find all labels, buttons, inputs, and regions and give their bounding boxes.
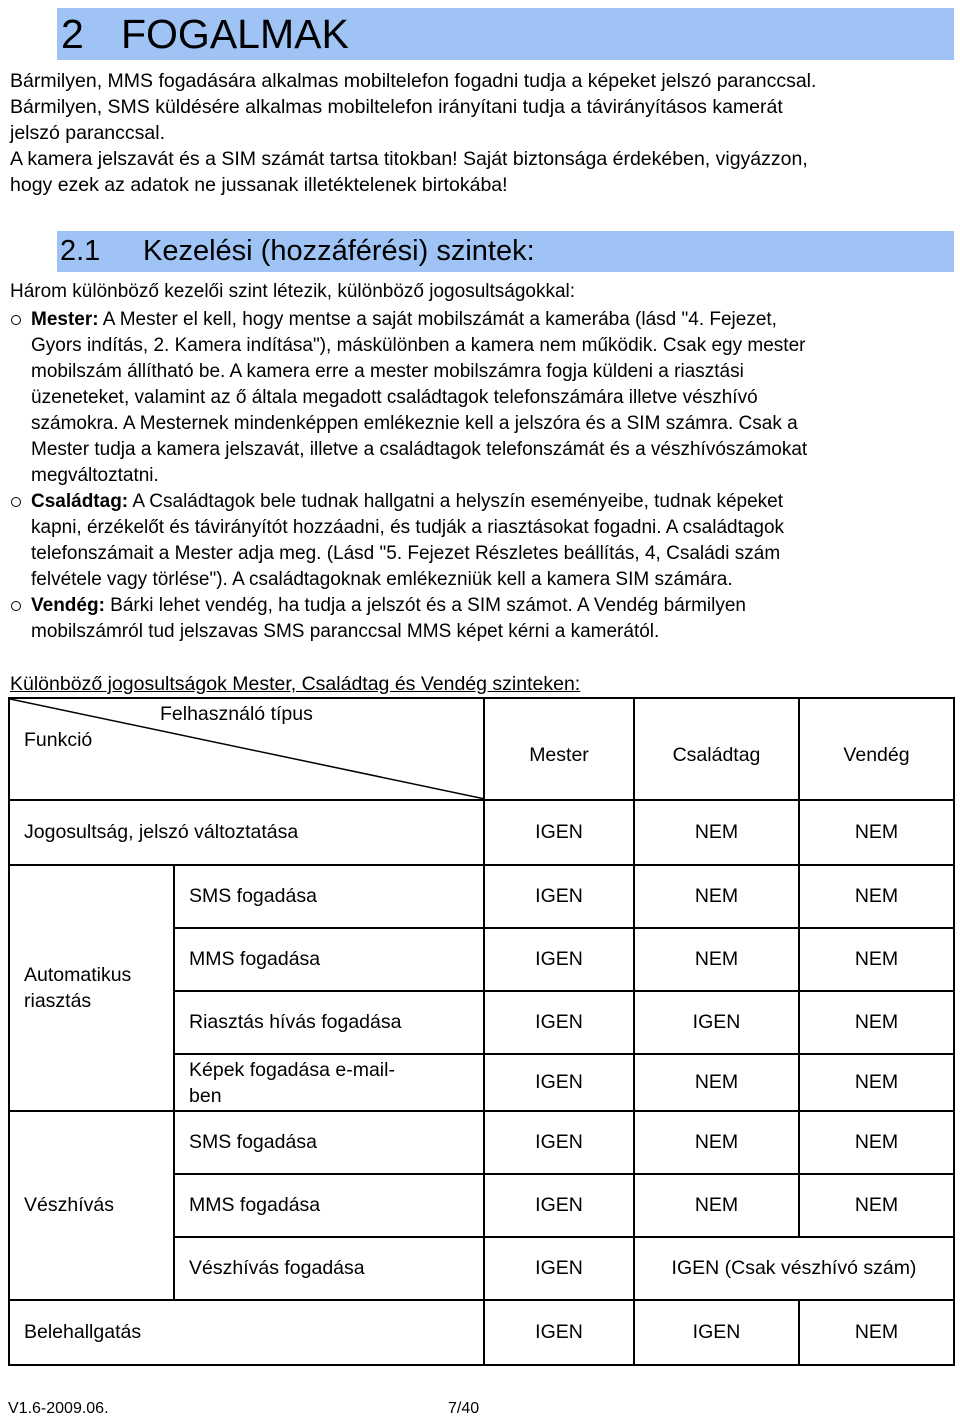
cell-family: NEM [634,1054,799,1111]
bullet-master [31,307,956,489]
bullet-line: üzeneteket, valamint az ő általa megadott családtagok telefonszámára illetve vészhívó [31,387,758,408]
cell-guest: NEM [799,865,954,928]
row-label: SMS fogadása [174,1111,484,1174]
header-guest: Vendég [799,698,954,800]
header-corner-cell [9,698,484,800]
cell-family: NEM [634,1111,799,1174]
cell-family: NEM [634,800,799,865]
cell-guest: NEM [799,1054,954,1111]
cell-guest: NEM [799,991,954,1054]
row-label: Riasztás hívás fogadása [174,991,484,1054]
table-caption: Különböző jogosultságok Mester, Családtag és Vendég szinteken: [10,673,581,695]
cell-master: IGEN [484,800,634,865]
bullet-guest [31,593,956,645]
cell-guest: NEM [799,800,954,865]
cell-family: IGEN [634,991,799,1054]
table-row [9,1300,954,1365]
cell-family: NEM [634,1174,799,1237]
section-heading [57,231,954,272]
cell-guest: NEM [799,1174,954,1237]
table-row [9,865,954,928]
row-label: Belehallgatás [9,1300,484,1365]
row-label: MMS fogadása [174,1174,484,1237]
cell-family: IGEN [634,1300,799,1365]
bullet-line [31,489,956,515]
paragraph-line: hogy ezek az adatok ne jussanak illetéktelenek birtokába! [10,174,508,196]
footer-version: V1.6-2009.06. [8,1400,109,1417]
bullet-line [31,593,956,619]
paragraph-line: Bármilyen, MMS fogadására alkalmas mobiltelefon fogadni tudja a képeket jelszó paranccsal. [10,70,817,92]
cell-master: IGEN [484,991,634,1054]
cell-master: IGEN [484,1054,634,1111]
bullet-term: Családtag: [31,491,129,512]
cell-family-guest: IGEN (Csak vészhívó szám) [634,1237,954,1300]
row-label: Jogosultság, jelszó változtatása [9,800,484,865]
cell-guest: NEM [799,1300,954,1365]
row-label: MMS fogadása [174,928,484,991]
bullet-line: Mester tudja a kamera jelszavát, illetve a családtagok telefonszámát és a vészhívószámokat [31,439,808,460]
chapter-title: FOGALMAK [121,11,349,57]
header-family: Családtag [634,698,799,800]
bullet-text: Bárki lehet vendég, ha tudja a jelszót és a SIM számot. A Vendég bármilyen [104,595,746,616]
header-master: Mester [484,698,634,800]
row-label: Vészhívás fogadása [174,1237,484,1300]
cell-guest: NEM [799,1111,954,1174]
table-row [9,1111,954,1174]
bullet-text: A Mester el kell, hogy mentse a saját mobilszámát a kamerába (lásd "4. Fejezet, [98,309,777,330]
bullet-icon [11,497,21,507]
bullet-icon [11,315,21,325]
bullet-family [31,489,956,593]
bullet-line: mobilszámról tud jelszavas SMS paranccsal MMS képet kérni a kamerától. [31,621,660,642]
row-label: Képek fogadása e-mail-ben [174,1054,484,1111]
bullet-text: A Családtagok bele tudnak hallgatni a helyszín eseményeibe, tudnak képeket [128,491,784,512]
table-row [9,800,954,865]
cell-master: IGEN [484,865,634,928]
cell-master: IGEN [484,928,634,991]
bullet-line: telefonszámait a Mester adja meg. (Lásd "5. Fejezet Részletes beállítás, 4, Családi szám [31,543,781,564]
intro-paragraph [10,68,950,198]
cell-guest: NEM [799,928,954,991]
paragraph-line: jelszó paranccsal. [10,122,165,144]
bullet-line: kapni, érzékelőt és távirányítót hozzáadni, és tudják a riasztásokat fogadni. A családtagok [31,517,785,538]
cell-family: NEM [634,865,799,928]
section-number: 2.1 [60,235,101,267]
bullet-line [31,307,956,333]
levels-intro: Három különböző kezelői szint létezik, különböző jogosultságokkal: [10,281,576,302]
bullet-line: felvétele vagy törlése"). A családtagoknak emlékezniük kell a kamera SIM számára. [31,569,733,590]
permissions-table [8,697,955,1366]
bullet-line: számokra. A Mesternek mindenképpen emlékeznie kell a jelszóra és a SIM számra. Csak a [31,413,798,434]
bullet-term: Vendég: [31,595,105,616]
footer-page-number: 7/40 [448,1400,480,1417]
bullet-line: megváltoztatni. [31,465,159,486]
header-user-type: Felhasználó típus [160,703,313,725]
chapter-number: 2 [61,11,84,57]
bullet-term: Mester: [31,309,99,330]
cell-master: IGEN [484,1111,634,1174]
cell-master: IGEN [484,1237,634,1300]
paragraph-line: A kamera jelszavát és a SIM számát tartsa titokban! Saját biztonsága érdekében, vigyázzon, [10,148,808,170]
cell-master: IGEN [484,1300,634,1365]
chapter-heading [57,8,954,60]
group-label-alarm: Automatikus riasztás [9,865,174,1111]
bullet-line: mobilszám állítható be. A kamera erre a mester mobilszámra fogja küldeni a riasztási [31,361,744,382]
paragraph-line: Bármilyen, SMS küldésére alkalmas mobiltelefon irányítani tudja a távirányításos kamerát [10,96,783,118]
cell-family: NEM [634,928,799,991]
table-header-row [9,698,954,800]
bullet-line: Gyors indítás, 2. Kamera indítása"), máskülönben a kamera nem működik. Csak egy mester [31,335,806,356]
group-label-emergency: Vészhívás [9,1111,174,1300]
row-label: SMS fogadása [174,865,484,928]
header-function: Funkció [24,729,93,751]
cell-master: IGEN [484,1174,634,1237]
bullet-icon [11,601,21,611]
section-title: Kezelési (hozzáférési) szintek: [143,235,535,267]
